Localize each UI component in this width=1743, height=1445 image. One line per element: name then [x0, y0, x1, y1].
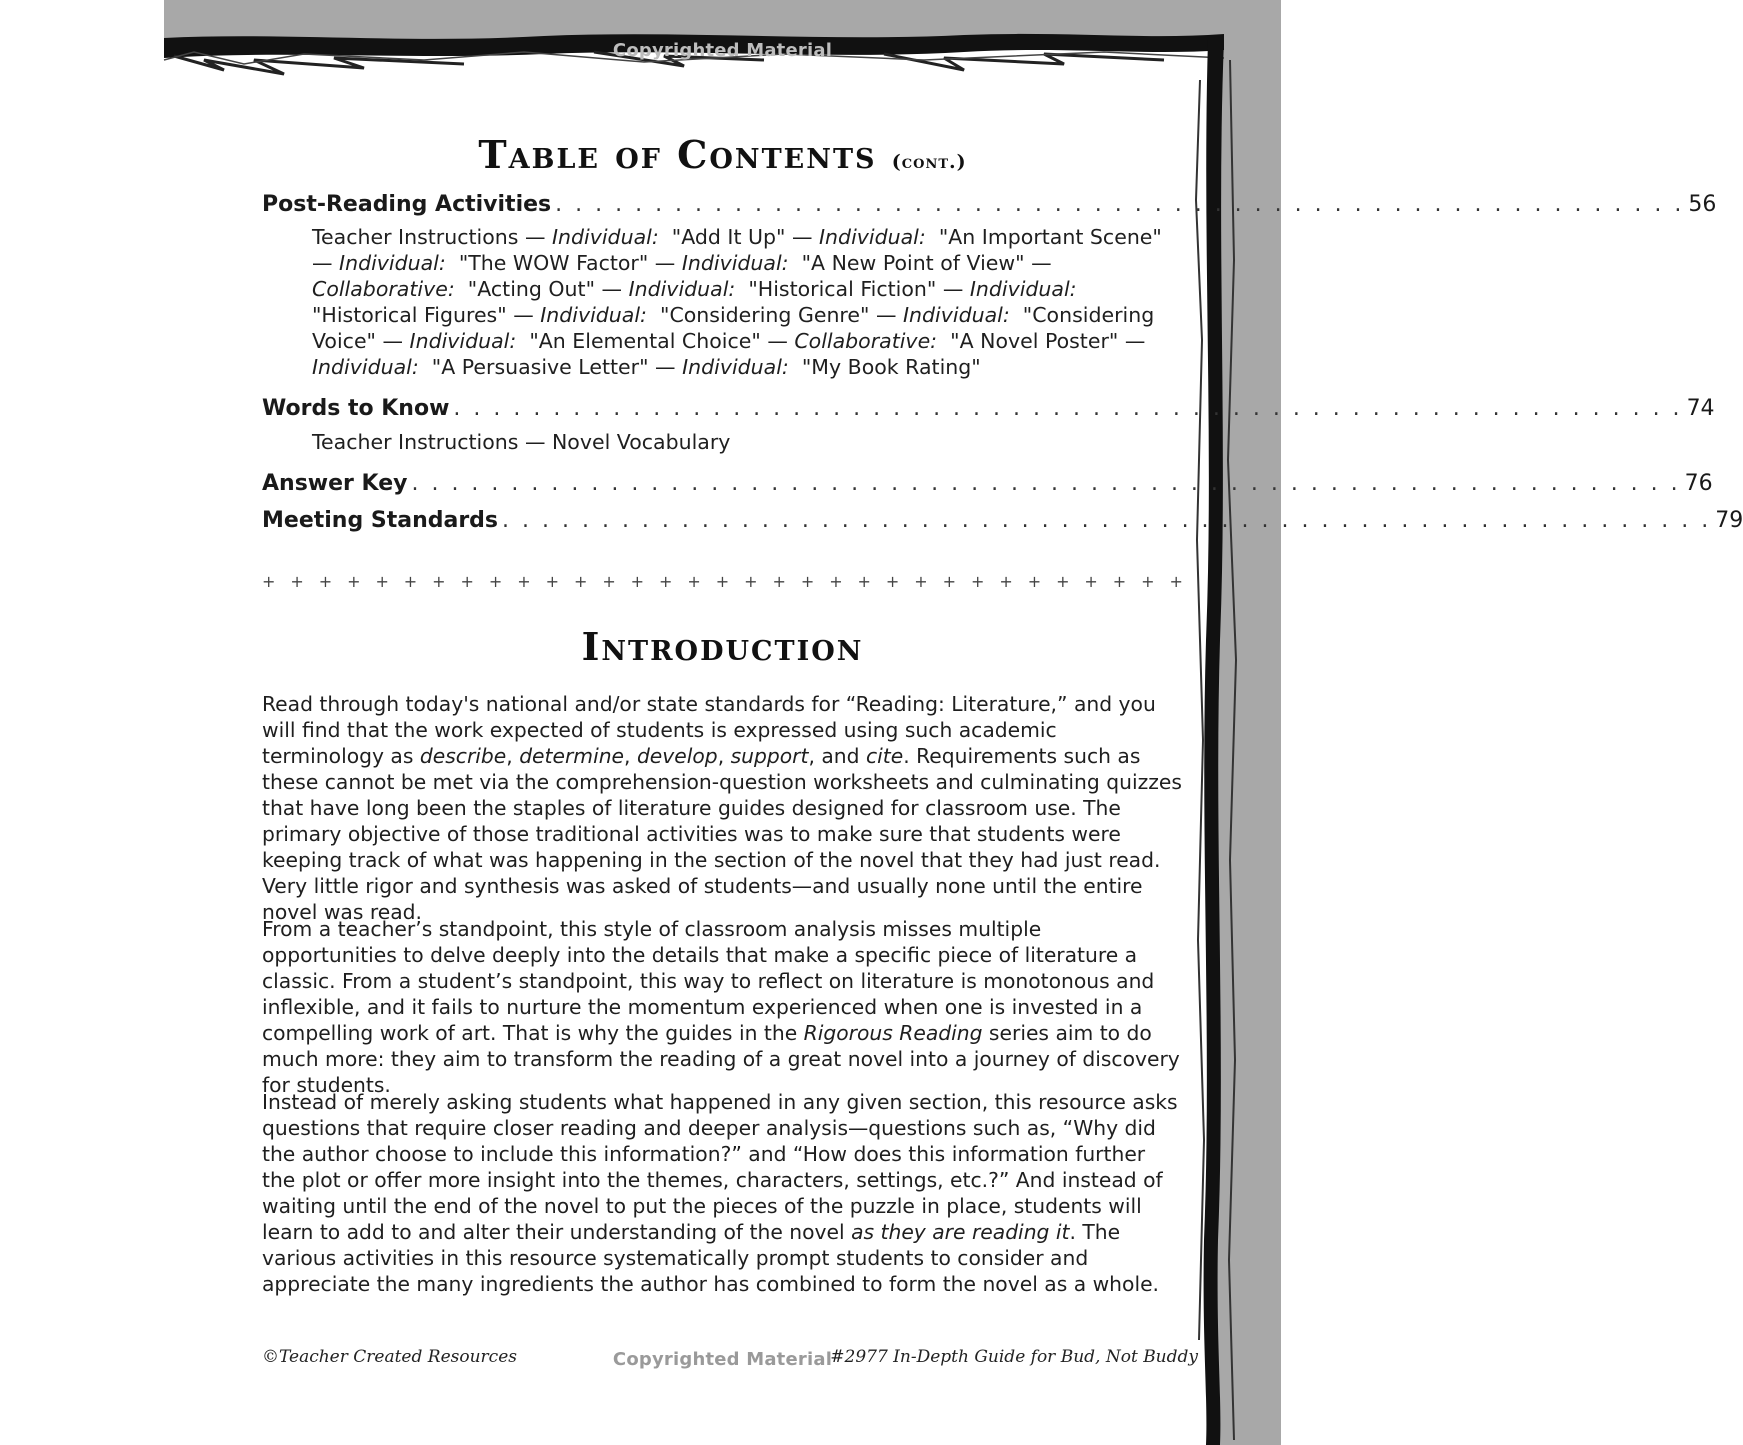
- toc-sub-words-to-know: Teacher Instructions — Novel Vocabulary: [312, 430, 731, 454]
- divider-cross: +: [460, 572, 474, 591]
- divider-cross: +: [744, 572, 758, 591]
- divider-cross: +: [488, 572, 503, 591]
- divider-cross: +: [517, 572, 531, 591]
- toc-title: [0, 132, 1445, 177]
- divider-cross: +: [970, 572, 985, 591]
- toc-leader-dots: . . . . . . . . . . . . . . . . . . . . . . . . . . . . . . . . . . . . . . . . . . . . . . . . . . . . . . . . . . . . . . . .: [411, 471, 1681, 496]
- divider-cross: +: [1084, 572, 1098, 591]
- divider-cross: +: [659, 572, 673, 591]
- divider-cross: +: [1141, 572, 1155, 591]
- intro-paragraph-1: Read through today's national and/or state standards for “Reading: Literature,” and you will find that the work expected of students is expressed using such academic terminology as describe, determine, develop, support, and cite. Requirements such as these cannot be met via the comprehension-question worksheets and culminating quizzes that have long been the staples of literature guides designed for classroom use. The primary objective of those traditional activities was to make sure that students were keeping track of what was happening in the section of the novel that they had just read. Very little rigor and synthesis was asked of students—and usually none until the entire novel was read.: [262, 692, 1182, 924]
- toc-title-suffix: (cont.): [891, 151, 967, 173]
- toc-entry-label: Answer Key: [262, 471, 408, 496]
- intro-paragraph-2: From a teacher’s standpoint, this style of classroom analysis misses multiple opportunities to delve deeply into the details that make a specific piece of literature a classic. From a student’s standpoint, this way to reflect on literature is monotonous and inflexible, and it fails to nurture the momentum experienced when one is invested in a compelling work of art. That is why the guides in the Rigorous Reading series aim to do much more: they aim to transform the reading of a great novel into a journey of discovery for students.: [262, 917, 1180, 1097]
- divider-cross: +: [403, 572, 418, 591]
- divider-cross: +: [942, 572, 957, 591]
- toc-entry-page: 79: [1715, 508, 1743, 533]
- divider-cross: +: [573, 572, 588, 591]
- toc-entry-label: Meeting Standards: [262, 508, 499, 533]
- divider-cross: +: [375, 572, 389, 591]
- toc-entry-page: 76: [1684, 471, 1713, 496]
- divider-cross: +: [885, 572, 900, 591]
- divider-cross: +: [347, 572, 361, 591]
- toc-leader-dots: . . . . . . . . . . . . . . . . . . . . . . . . . . . . . . . . . . . . . . . . . . . . . . . . . . . . . . . . . . . . . .: [453, 396, 1683, 421]
- divider-cross: +: [687, 572, 701, 591]
- divider-cross: +: [1169, 572, 1183, 591]
- divider-cross: +: [800, 572, 815, 591]
- footer-publisher: ©Teacher Created Resources: [262, 1347, 517, 1367]
- divider-cross: +: [1112, 572, 1127, 591]
- watermark-top: Copyrighted Material: [612, 40, 833, 61]
- divider-cross: +: [262, 572, 276, 591]
- divider-cross: +: [914, 572, 928, 591]
- toc-entry-label: Post-Reading Activities: [262, 192, 552, 217]
- divider-cross: +: [772, 572, 786, 591]
- divider-cross: +: [857, 572, 871, 591]
- toc-entry-post-reading[interactable]: [262, 192, 1717, 217]
- footer-book-title: #2977 In-Depth Guide for Bud, Not Buddy: [830, 1347, 1198, 1367]
- divider-cross: +: [630, 572, 645, 591]
- toc-entry-label: Words to Know: [262, 396, 450, 421]
- brush-stroke-right: [1194, 40, 1244, 1445]
- toc-sub-post-reading: Teacher Instructions — Individual: "Add It Up" — Individual: "An Important Scene" — Individual: "The WOW Factor" — Individual: "A New Point of View" — Collaborative: "Acting Out" — Individual: "Historical Fiction" — Individual: "Historical Figures" — Individual: "Considering Genre" — Individual: "Considering Voice" — Individual: "An Elemental Choice" — Collaborative: "A Novel Poster" — Individual: "A Persuasive Letter" — Individual: "My Book Rating": [312, 225, 1162, 379]
- toc-leader-dots: . . . . . . . . . . . . . . . . . . . . . . . . . . . . . . . . . . . . . . . . . . . . . . . . . . . . . . . . .: [555, 192, 1685, 217]
- section-divider: [262, 572, 1183, 591]
- divider-cross: +: [1056, 572, 1070, 591]
- divider-cross: +: [545, 572, 559, 591]
- divider-cross: +: [318, 572, 333, 591]
- divider-cross: +: [432, 572, 446, 591]
- divider-cross: +: [1027, 572, 1042, 591]
- divider-cross: +: [999, 572, 1013, 591]
- intro-title: Introduction: [581, 624, 864, 669]
- toc-entry-meeting-standards[interactable]: [262, 508, 1743, 533]
- toc-entry-words-to-know[interactable]: [262, 396, 1715, 421]
- toc-entry-page: 56: [1688, 192, 1717, 217]
- watermark-bottom: Copyrighted Material: [612, 1349, 833, 1370]
- toc-title-text: Table of Contents: [478, 132, 877, 177]
- divider-cross: +: [829, 572, 843, 591]
- divider-cross: +: [715, 572, 730, 591]
- toc-entry-answer-key[interactable]: [262, 471, 1713, 496]
- intro-paragraph-3: Instead of merely asking students what happened in any given section, this resource asks questions that require closer reading and deeper analysis—questions such as, “Why did the author choose to include this information?” and “How does this information further the plot or offer more insight into the themes, characters, settings, etc.?” And instead of waiting until the end of the novel to put the pieces of the puzzle in place, students will learn to add to and alter their understanding of the novel as they are reading it. The various activities in this resource systematically prompt students to consider and appreciate the many ingredients the author has combined to form the novel as a whole.: [262, 1090, 1178, 1296]
- toc-leader-dots: . . . . . . . . . . . . . . . . . . . . . . . . . . . . . . . . . . . . . . . . . . . . . . . . . . . . . . . . . . . . .: [502, 508, 1712, 533]
- divider-cross: +: [290, 572, 304, 591]
- divider-cross: +: [602, 572, 616, 591]
- toc-entry-page: 74: [1686, 396, 1715, 421]
